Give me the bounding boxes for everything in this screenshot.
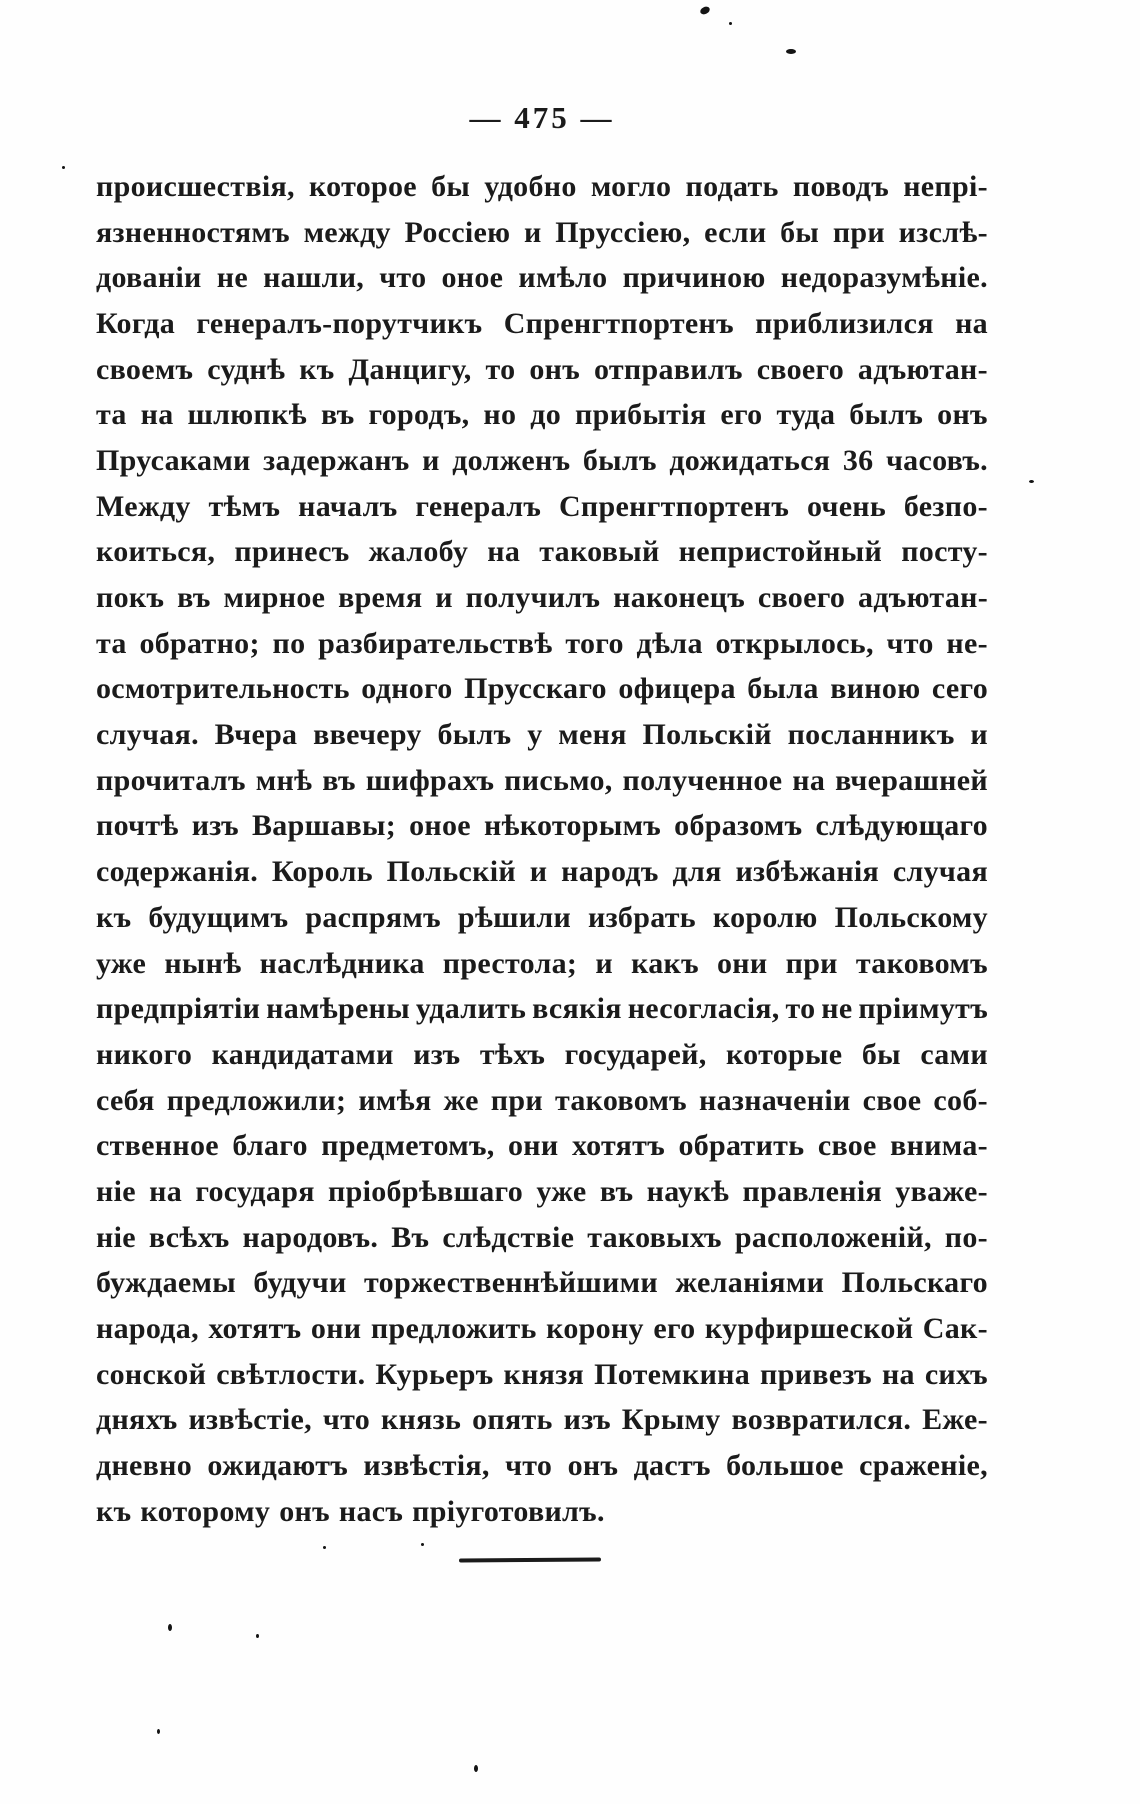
word: соб- <box>933 1083 988 1117</box>
text-line <box>96 1123 988 1169</box>
text-line <box>96 438 988 484</box>
word: онъ <box>567 1449 619 1483</box>
word: Въ <box>391 1220 430 1254</box>
word: извѣстіе, <box>188 1403 312 1437</box>
word: онъ <box>279 1494 330 1528</box>
body-text <box>96 164 988 1535</box>
word: суднѣ <box>207 352 286 386</box>
word: государя <box>195 1174 315 1208</box>
word: предложили; <box>166 1083 347 1117</box>
word: удобно <box>484 169 577 203</box>
word: большое <box>726 1449 844 1483</box>
text-line <box>96 804 988 850</box>
word: приблизился <box>755 306 934 340</box>
word: они <box>508 1129 559 1163</box>
word: Крыму <box>621 1403 721 1437</box>
word: адъютан- <box>858 581 988 615</box>
word: торжественнѣйшими <box>364 1266 658 1300</box>
word: при <box>490 1083 543 1117</box>
word: очень <box>806 489 887 523</box>
word: возвратился. <box>731 1403 912 1437</box>
word: ніе <box>96 1174 136 1208</box>
text-line <box>96 392 988 438</box>
word: изслѣ- <box>898 215 988 249</box>
word: виною <box>830 672 921 706</box>
word: шлюпкѣ <box>187 398 307 432</box>
word: полученное <box>622 763 783 797</box>
word: намѣрены <box>266 992 410 1026</box>
word: между <box>303 215 391 249</box>
word: курфиршеской <box>704 1312 914 1346</box>
word: поводъ <box>792 169 890 203</box>
word: осмотрительность <box>96 672 350 706</box>
text-line <box>96 1078 988 1124</box>
word: мирное <box>223 581 326 615</box>
word: недоразумѣніе. <box>780 261 988 295</box>
word: народовъ. <box>242 1220 379 1254</box>
word: у <box>527 718 543 752</box>
text-line <box>96 621 988 667</box>
word: имѣя <box>358 1083 432 1117</box>
word: былъ <box>437 718 512 752</box>
word: жалобу <box>368 535 469 569</box>
word: Когда <box>96 306 176 340</box>
ink-speck <box>786 49 796 54</box>
word: наукѣ <box>646 1174 730 1208</box>
word: ственное <box>96 1129 219 1163</box>
text-line <box>96 712 988 758</box>
word: на <box>140 398 174 432</box>
word: нынѣ <box>164 946 242 980</box>
word: бы <box>861 1037 901 1071</box>
word: Король <box>271 855 373 889</box>
section-divider-rule <box>459 1558 601 1563</box>
word: шифрахъ <box>365 763 495 797</box>
word: будучи <box>253 1266 347 1300</box>
word: покъ <box>96 581 165 615</box>
word: какъ <box>631 946 699 980</box>
word: свое <box>817 1129 877 1163</box>
word: своего <box>756 352 844 386</box>
word: пріимутъ <box>858 992 988 1026</box>
word: туда <box>776 398 836 432</box>
word: Между <box>96 489 191 523</box>
word: и <box>970 718 988 752</box>
word: письмо, <box>504 763 613 797</box>
word: его <box>653 1312 696 1346</box>
word: таковый <box>539 535 660 569</box>
word: ввечеру <box>313 718 422 752</box>
page-number-header: — 475 — <box>469 100 615 135</box>
word: и <box>524 215 542 249</box>
word: подать <box>685 169 779 203</box>
word: удалить <box>415 992 527 1026</box>
word: наслѣдника <box>259 946 425 980</box>
word: тѣмъ <box>208 489 281 523</box>
word: будущимъ <box>148 900 289 934</box>
word: опять <box>472 1403 553 1437</box>
word: при <box>832 215 885 249</box>
word: онъ <box>529 352 581 386</box>
ink-speck <box>699 5 711 16</box>
word: своемъ <box>96 352 194 386</box>
word: въ <box>177 581 211 615</box>
text-line <box>96 849 988 895</box>
word: въ <box>322 763 356 797</box>
word: къ <box>96 1494 132 1528</box>
word: Польскаго <box>841 1266 988 1300</box>
ink-speck <box>323 1546 326 1549</box>
ink-speck <box>256 1634 259 1638</box>
word: никого <box>96 1037 193 1071</box>
word: слѣдствіе <box>442 1220 575 1254</box>
word: нѣкоторымъ <box>483 809 662 843</box>
word: свое <box>862 1083 922 1117</box>
word: если <box>704 215 767 249</box>
text-line <box>96 530 988 576</box>
word: назначеніи <box>698 1083 851 1117</box>
text-line <box>96 255 988 301</box>
word: уваже- <box>895 1174 988 1208</box>
ink-speck <box>474 1765 478 1772</box>
word: уже <box>96 946 147 980</box>
word: непрі- <box>903 169 988 203</box>
word: кандидатами <box>211 1037 394 1071</box>
word: предметомъ, <box>321 1129 495 1163</box>
word: что <box>322 1403 371 1437</box>
word: генералъ-порутчикъ <box>196 306 483 340</box>
text-line <box>96 1169 988 1215</box>
word: королю <box>712 900 818 934</box>
word: его <box>720 398 763 432</box>
word: что <box>886 626 934 660</box>
word: при <box>785 946 838 980</box>
word: своего <box>757 581 846 615</box>
word: къ <box>96 900 132 934</box>
word: уже <box>536 1174 587 1208</box>
word: извѣстія, <box>363 1449 490 1483</box>
word: не <box>821 992 853 1026</box>
word: всѣхъ <box>148 1220 230 1254</box>
word: Еже- <box>922 1403 988 1437</box>
word: оное <box>409 809 471 843</box>
word: Потемкина <box>594 1357 751 1391</box>
word: тѣхъ <box>479 1037 546 1071</box>
word: получилъ <box>465 581 601 615</box>
text-line <box>96 758 988 804</box>
word: Прусаками <box>96 443 251 477</box>
word: то <box>485 352 516 386</box>
word: дованіи <box>96 261 202 295</box>
word: князь <box>380 1403 462 1437</box>
word: они <box>717 946 768 980</box>
word: меня <box>558 718 627 752</box>
word: дѣла <box>636 626 703 660</box>
word: до <box>530 398 562 432</box>
word: желаніями <box>675 1266 825 1300</box>
word: и <box>595 946 613 980</box>
word: вчерашней <box>835 763 988 797</box>
word: Россіею <box>404 215 511 249</box>
word: Сак- <box>922 1312 988 1346</box>
word: была <box>747 672 819 706</box>
text-line <box>96 484 988 530</box>
word: которому <box>140 1494 271 1528</box>
word: благо <box>232 1129 308 1163</box>
ink-speck <box>729 22 732 25</box>
word: къ <box>299 352 335 386</box>
word: въ <box>320 398 355 432</box>
word: онъ <box>937 398 988 432</box>
word: внима- <box>890 1129 988 1163</box>
word: бы <box>431 169 471 203</box>
word: дняхъ <box>96 1403 178 1437</box>
word: адъютан- <box>857 352 988 386</box>
word: по <box>272 626 306 660</box>
word: свѣтлости. <box>216 1357 366 1391</box>
word: 36 <box>842 443 874 477</box>
word: и <box>435 581 453 615</box>
word: Польскій <box>642 718 772 752</box>
word: изъ <box>413 1037 461 1071</box>
word: открылось, <box>715 626 874 660</box>
word: прибытія <box>575 398 707 432</box>
text-line <box>96 1443 988 1489</box>
word: былъ <box>582 443 657 477</box>
word: происшествія, <box>96 169 295 203</box>
word: могло <box>590 169 672 203</box>
word: имѣло <box>518 261 608 295</box>
text-line <box>96 210 988 256</box>
word: долженъ <box>452 443 571 477</box>
word: на <box>487 535 521 569</box>
word: случая <box>892 855 988 889</box>
word: разбирательствѣ <box>318 626 553 660</box>
word: нашли, <box>263 261 365 295</box>
word: сихъ <box>924 1357 988 1391</box>
word: всякія <box>532 992 622 1026</box>
word: случая. <box>96 718 199 752</box>
word: обратить <box>678 1129 805 1163</box>
word: распрямъ <box>305 900 441 934</box>
word: князя <box>503 1357 585 1391</box>
text-line <box>96 575 988 621</box>
word: одного <box>361 672 453 706</box>
word: на <box>955 306 988 340</box>
word: пріобрѣвшаго <box>328 1174 524 1208</box>
word: Пруссіею, <box>555 215 691 249</box>
word: та <box>96 626 127 660</box>
word: народа, <box>96 1312 199 1346</box>
word: престола; <box>442 946 578 980</box>
word: рѣшили <box>457 900 572 934</box>
word: городъ, <box>368 398 470 432</box>
word: же <box>443 1083 479 1117</box>
word: ожидаютъ <box>207 1449 349 1483</box>
word: часовъ. <box>885 443 988 477</box>
word: бы <box>780 215 820 249</box>
word: расположеній, <box>734 1220 932 1254</box>
word: предпріятіи <box>96 992 261 1026</box>
word: для <box>672 855 722 889</box>
word: Вчера <box>214 718 298 752</box>
word: таковомъ <box>554 1083 687 1117</box>
word: почтѣ <box>96 809 179 843</box>
word: не- <box>946 626 988 660</box>
word: наконецъ <box>613 581 746 615</box>
word: то <box>785 992 816 1026</box>
word: сами <box>920 1037 988 1071</box>
word: Польскому <box>834 900 988 934</box>
text-line <box>96 1398 988 1444</box>
word: сонской <box>96 1357 207 1391</box>
word: Польскій <box>386 855 516 889</box>
ink-speck <box>168 1624 172 1631</box>
word: непристойный <box>678 535 883 569</box>
text-line <box>96 1032 988 1078</box>
word: сего <box>931 672 988 706</box>
text-line <box>96 1352 988 1398</box>
word: безпо- <box>903 489 988 523</box>
word: язненностямъ <box>96 215 290 249</box>
text-line <box>96 1261 988 1307</box>
word: Прусскаго <box>464 672 607 706</box>
word: которые <box>725 1037 843 1071</box>
word: что <box>379 261 427 295</box>
text-line <box>96 895 988 941</box>
word: мнѣ <box>255 763 313 797</box>
word: таковомъ <box>855 946 988 980</box>
word: пріуготовилъ. <box>412 1494 605 1528</box>
word: изъ <box>191 809 239 843</box>
text-line <box>96 347 988 393</box>
word: принесъ <box>234 535 350 569</box>
text-line <box>96 986 988 1032</box>
word: народъ <box>561 855 659 889</box>
word: Спренгтпортенъ <box>558 489 790 523</box>
text-line <box>96 301 988 347</box>
word: на <box>881 1357 915 1391</box>
word: въ <box>599 1174 634 1208</box>
word: не <box>216 261 248 295</box>
word: причиною <box>622 261 766 295</box>
word: привезъ <box>760 1357 872 1391</box>
word: себя <box>96 1083 155 1117</box>
word: офицера <box>618 672 736 706</box>
word: генералъ <box>415 489 542 523</box>
word: оное <box>441 261 504 295</box>
word: насъ <box>338 1494 404 1528</box>
word: дастъ <box>633 1449 711 1483</box>
word: дожидаться <box>669 443 831 477</box>
word: но <box>483 398 517 432</box>
word: на <box>149 1174 183 1208</box>
word: прочиталъ <box>96 763 246 797</box>
word: отправилъ <box>593 352 743 386</box>
word: избрать <box>587 900 696 934</box>
word: посту- <box>901 535 988 569</box>
word: Варшавы; <box>251 809 397 843</box>
word: дневно <box>96 1449 193 1483</box>
word: и <box>529 855 548 889</box>
word: слѣдующаго <box>815 809 988 843</box>
word: посланникъ <box>787 718 955 752</box>
word: буждаемы <box>96 1266 236 1300</box>
word: что <box>505 1449 553 1483</box>
word: хотятъ <box>208 1312 302 1346</box>
word: ніе <box>96 1220 136 1254</box>
word: корону <box>546 1312 644 1346</box>
word: изъ <box>563 1403 611 1437</box>
word: таковыхъ <box>587 1220 722 1254</box>
word: на <box>792 763 826 797</box>
word: время <box>338 581 423 615</box>
word: предложить <box>370 1312 537 1346</box>
word: по- <box>944 1220 988 1254</box>
word: Курьеръ <box>375 1357 494 1391</box>
word: несогласія, <box>627 992 780 1026</box>
text-line <box>96 1489 988 1535</box>
word: Спренгтпортенъ <box>503 306 734 340</box>
word: былъ <box>849 398 924 432</box>
word: та <box>96 398 127 432</box>
text-line <box>96 941 988 987</box>
word: правленія <box>742 1174 882 1208</box>
ink-speck <box>1029 480 1034 483</box>
word: того <box>565 626 624 660</box>
word: задержанъ <box>263 443 410 477</box>
text-line <box>96 667 988 713</box>
text-line <box>96 1306 988 1352</box>
ink-speck <box>62 166 65 169</box>
word: началъ <box>298 489 398 523</box>
word: обратно; <box>139 626 260 660</box>
word: коиться, <box>96 535 216 569</box>
word: государей, <box>564 1037 707 1071</box>
word: которое <box>308 169 417 203</box>
word: избѣжанія <box>735 855 880 889</box>
word: они <box>310 1312 362 1346</box>
text-line <box>96 1215 988 1261</box>
word: хотятъ <box>571 1129 665 1163</box>
word: Данцигу, <box>348 352 472 386</box>
word: и <box>422 443 440 477</box>
ink-speck <box>421 1543 424 1546</box>
word: содержанія. <box>96 855 259 889</box>
text-line <box>96 164 988 210</box>
ink-speck <box>157 1729 160 1734</box>
word: сраженіе, <box>859 1449 988 1483</box>
word: образомъ <box>674 809 803 843</box>
